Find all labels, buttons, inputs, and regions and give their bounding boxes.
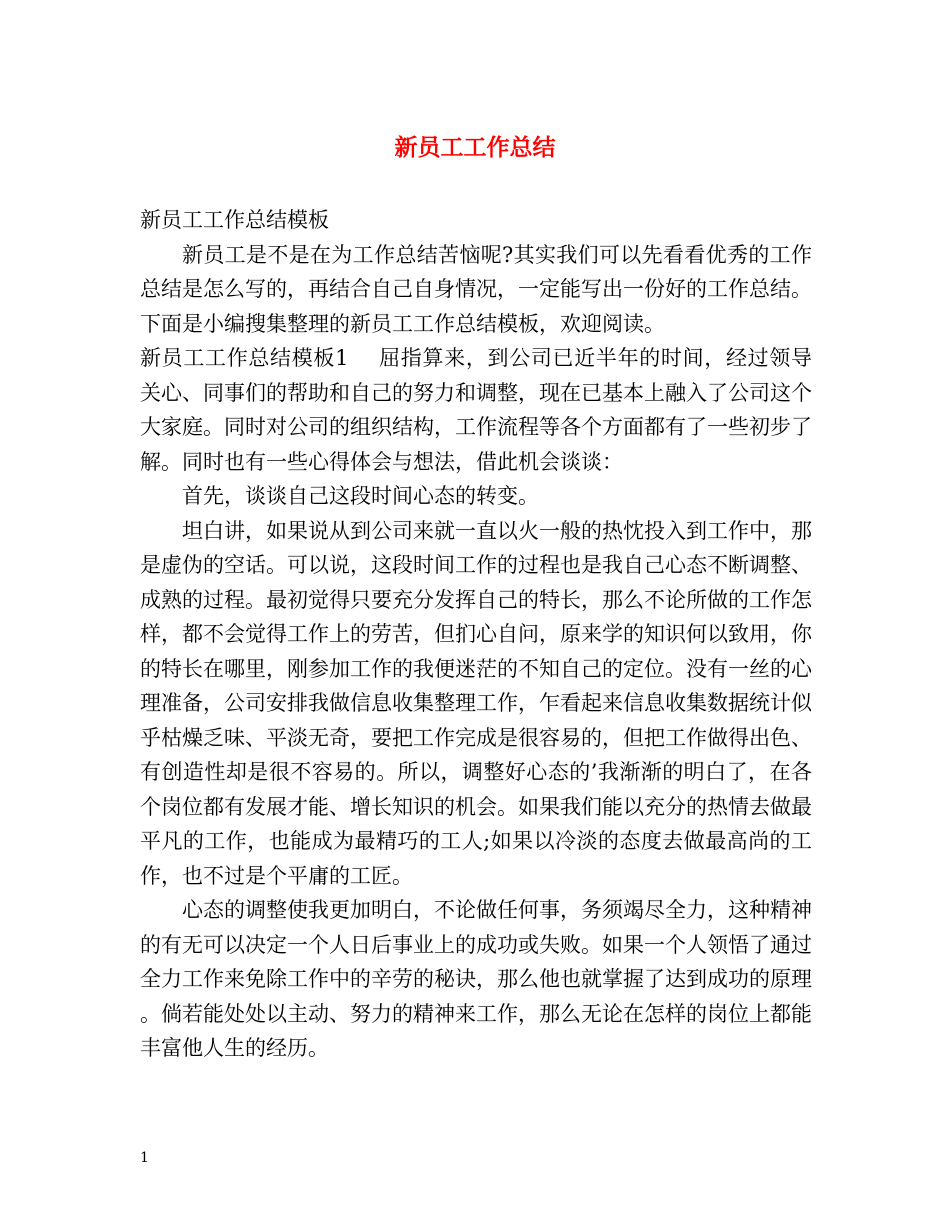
template-label: 新员工工作总结模板1 — [140, 346, 349, 370]
paragraph-attitude-shift: 首先，谈谈自己这段时间心态的转变。 — [182, 484, 539, 508]
template-section — [140, 341, 812, 479]
intro-paragraph: 新员工是不是在为工作总结苦恼呢?其实我们可以先看看优秀的工作总结是怎么写的，再结合自己自身情况，一定能写出一份好的工作总结。下面是小编搜集整理的新员工工作总结模板，欢迎阅读。 — [140, 242, 812, 336]
document-subtitle: 新员工工作总结模板 — [140, 208, 329, 232]
paragraph-candid: 坦白讲，如果说从到公司来就一直以火一般的热忱投入到工作中，那是虚伪的空话。可以说，这段时间工作的过程也是我自己心态不断调整、成熟的过程。最初觉得只要充分发挥自己的特长，那么不论所做的工作怎样，都不会觉得工作上的劳苦，但扪心自问，原来学的知识何以致用，你的特长在哪里，刚参加工作的我便迷茫的不知自己的定位。没有一丝的心理准备，公司安排我做信息收集整理工作，乍看起来信息收集数据统计似乎枯燥乏味、平淡无奇，要把工作完成是很容易的，但把工作做得出色、有创造性却是很不容易的。所以，调整好心态的’我渐渐的明白了，在各个岗位都有发展才能、增长知识的机会。如果我们能以充分的热情去做最平凡的工作，也能成为最精巧的工人;如果以冷淡的态度去做最高尚的工作，也不过是个平庸的工匠。 — [140, 518, 812, 888]
page-number: 1 — [140, 1150, 149, 1166]
document-title: 新员工工作总结 — [394, 135, 556, 161]
template-first-paragraph: 屈指算来，到公司已近半年的时间，经过领导关心、同事们的帮助和自己的努力和调整，现在已基本上融入了公司这个大家庭。同时对公司的组织结构，工作流程等各个方面都有了一些初步了解。同时也有一些心得体会与想法，借此机会谈谈： — [140, 346, 812, 474]
document-body — [140, 203, 812, 1066]
paragraph-mindset: 心态的调整使我更加明白，不论做任何事，务须竭尽全力，这种精神的有无可以决定一个人日后事业上的成功或失败。如果一个人领悟了通过全力工作来免除工作中的辛劳的秘诀，那么他也就掌握了达到成功的原理。倘若能处处以主动、努力的精神来工作，那么无论在怎样的岗位上都能丰富他人生的经历。 — [140, 898, 812, 1060]
